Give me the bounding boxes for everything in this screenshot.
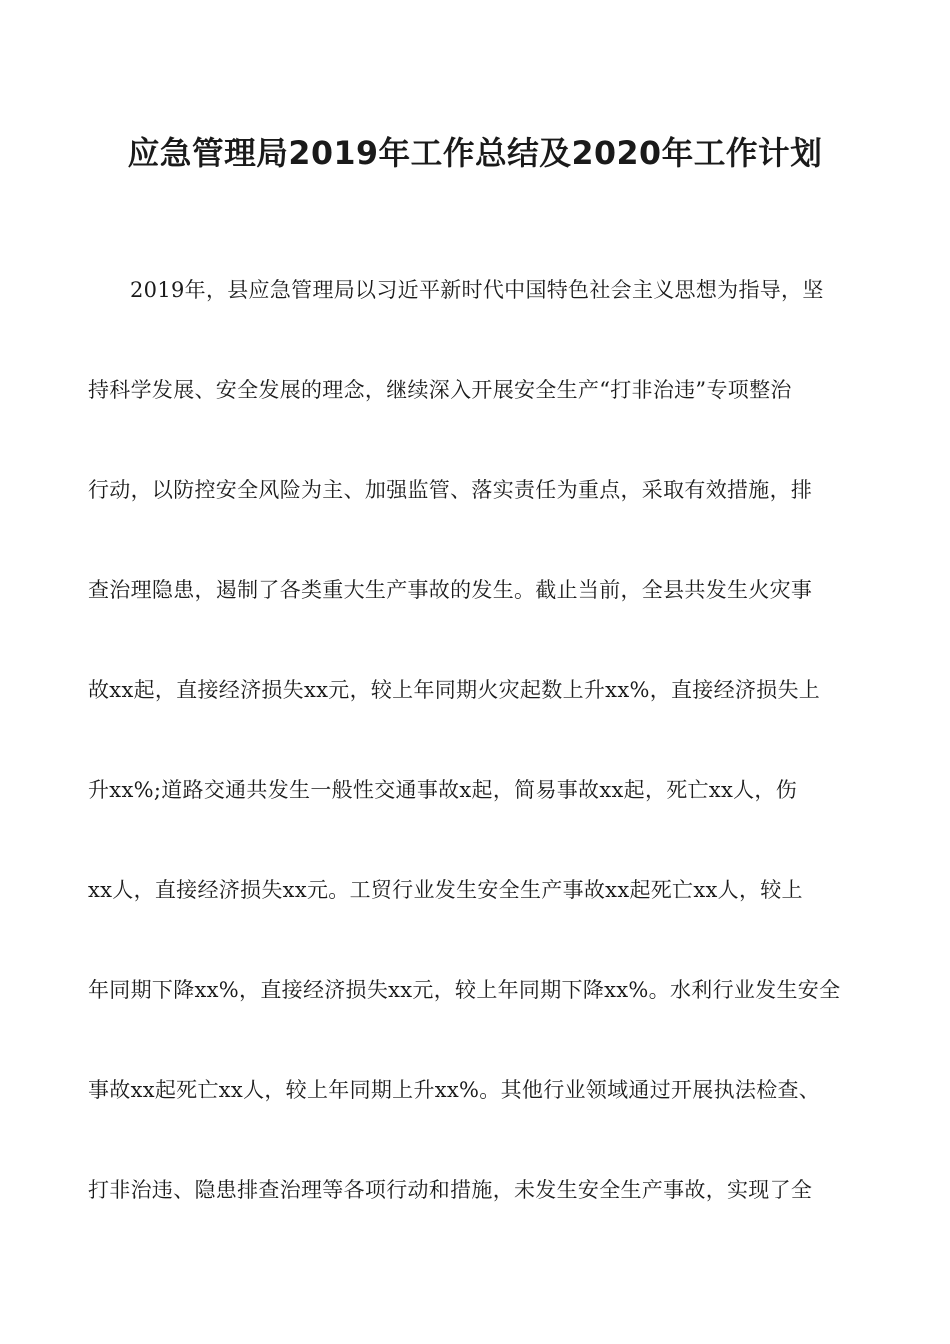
body-line: 年同期下降xx%，直接经济损失xx元，较上年同期下降xx%。水利行业发生安全	[88, 978, 841, 1002]
body-line: 升xx%;道路交通共发生一般性交通事故x起，简易事故xx起，死亡xx人，伤	[88, 778, 798, 802]
body-line: 打非治违、隐患排查治理等各项行动和措施，未发生安全生产事故，实现了全	[88, 1178, 813, 1202]
body-line: xx人，直接经济损失xx元。工贸行业发生安全生产事故xx起死亡xx人，较上	[88, 878, 803, 902]
body-line: 查治理隐患，遏制了各类重大生产事故的发生。截止当前，全县共发生火灾事	[88, 578, 813, 602]
body-line: 持科学发展、安全发展的理念，继续深入开展安全生产“打非治违”专项整治	[88, 378, 792, 402]
body-line: 行动，以防控安全风险为主、加强监管、落实责任为重点，采取有效措施，排	[88, 478, 813, 502]
body-line: 2019年，县应急管理局以习近平新时代中国特色社会主义思想为指导，坚	[130, 278, 824, 302]
body-line: 事故xx起死亡xx人，较上年同期上升xx%。其他行业领域通过开展执法检查、	[88, 1078, 821, 1102]
document-title: 应急管理局2019年工作总结及2020年工作计划	[127, 136, 823, 172]
body-line: 故xx起，直接经济损失xx元，较上年同期火灾起数上升xx%，直接经济损失上	[88, 678, 821, 702]
